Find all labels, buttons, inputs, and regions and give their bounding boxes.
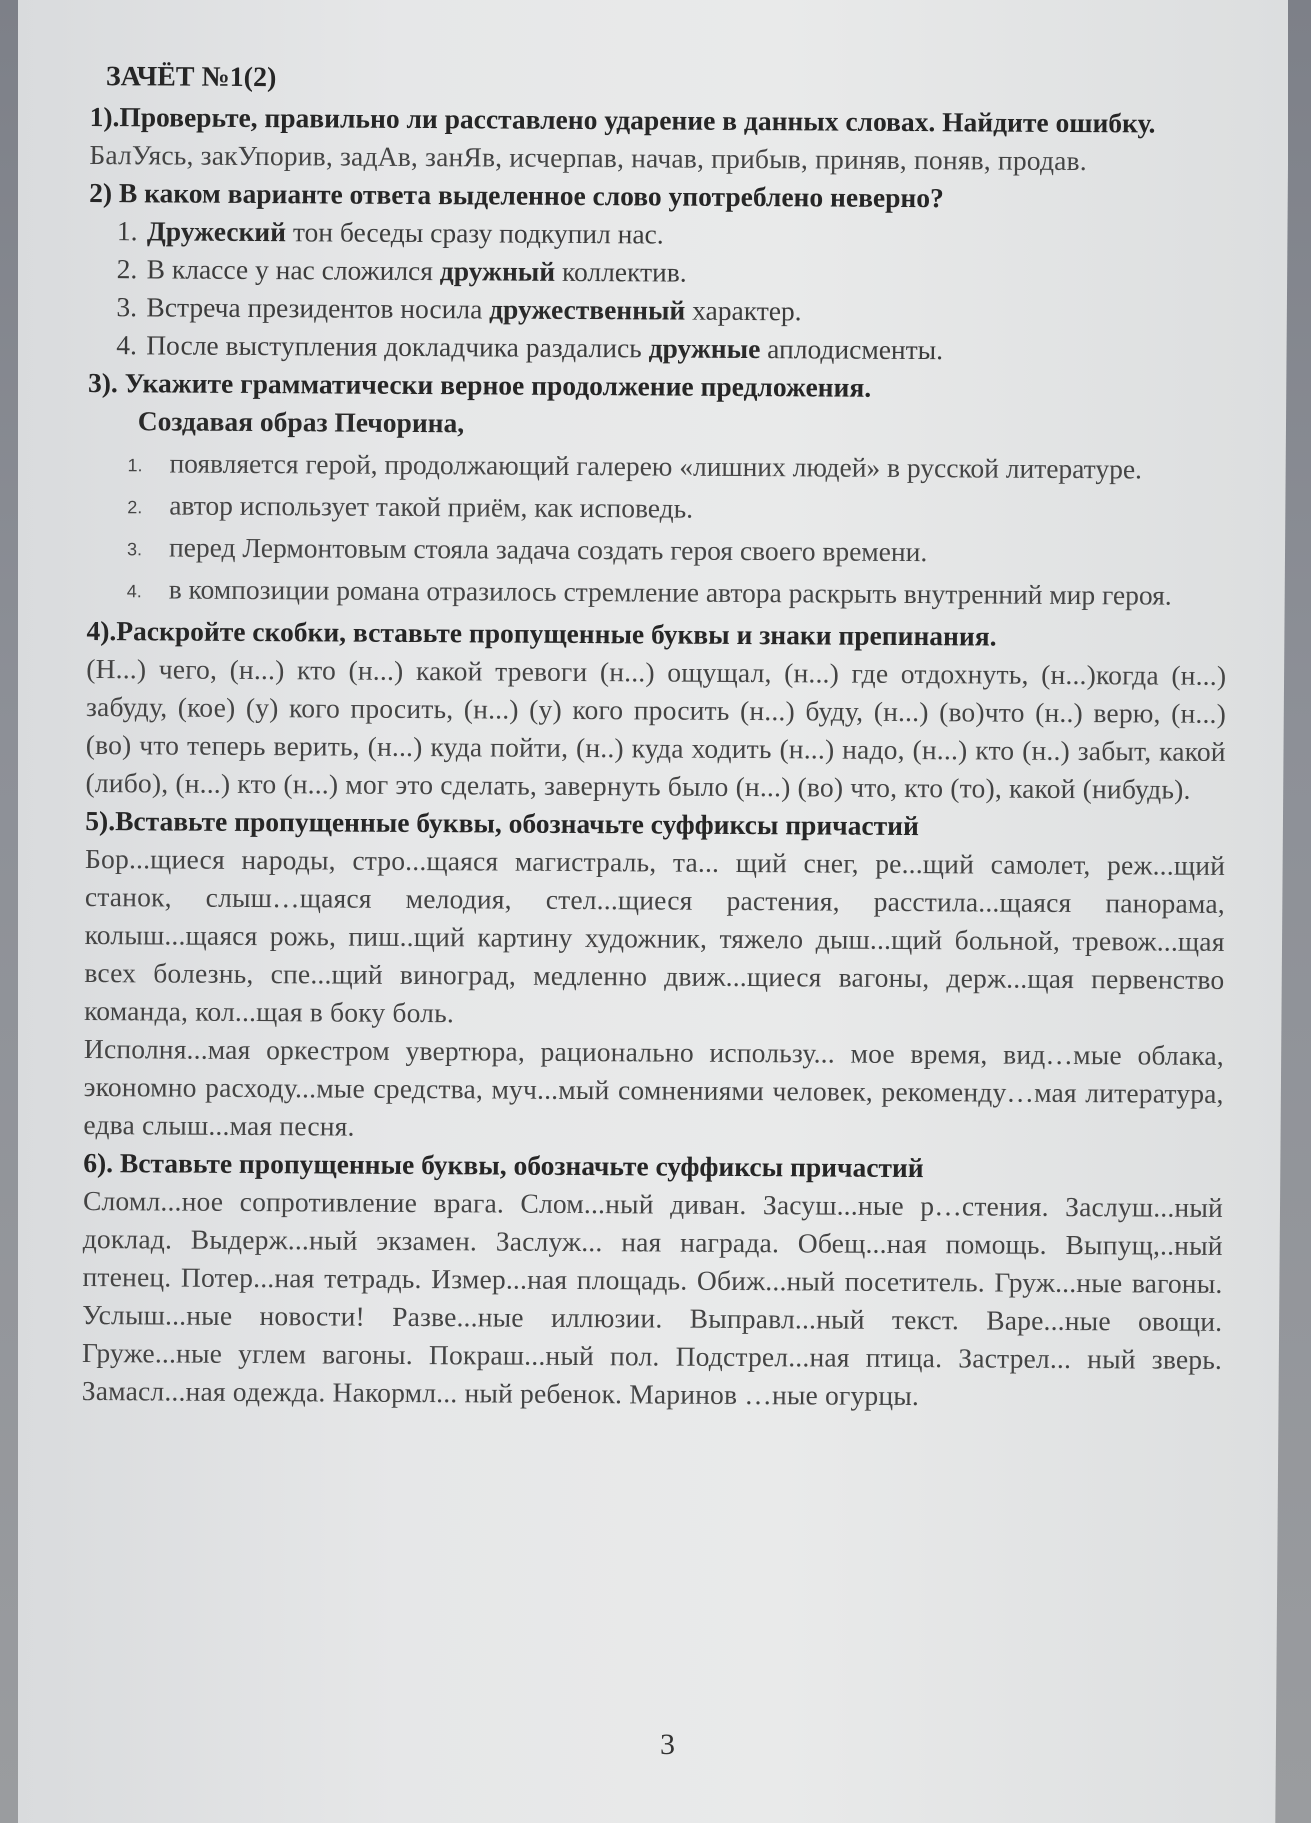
task-3-option: [127, 570, 1227, 617]
task-2: [88, 174, 1229, 371]
task-3: [87, 364, 1228, 617]
option-highlighted-word: дружные: [648, 332, 761, 365]
option-number: 1.: [127, 455, 143, 476]
task-6: [82, 1144, 1224, 1417]
task-4-text: (Н...) чего, (н...) кто (н...) какой тревоги (н...) ощущал, (н...) где отдохнуть, (н...)когда (н...) забуду, (кое) (у) кого просить, (н...) (у) кого просить (н...) буду, (н...) (во)что (н..) верю, (н...) (во) что теперь верить, (н...) куда пойти, (н..) куда ходить (н...) надо, (н...) кто (н..) забыт, какой (либо), (н...) кто (н...) мог это сделать, завернуть было (н...) (во) что, кто (то), какой (нибудь).: [85, 652, 1227, 805]
option-text: в композиции романа отразилось стремление автора раскрыть внутренний мир героя.: [168, 573, 1172, 611]
option-text-before: В классе у нас сложился: [146, 253, 440, 287]
option-number: 3.: [126, 539, 143, 560]
task-3-heading: 3). Укажите грамматически верное продолжение предложения.: [87, 366, 872, 403]
page-title: ЗАЧЁТ №1(2): [105, 61, 277, 94]
option-number: 2.: [127, 497, 143, 518]
task-4: [85, 612, 1226, 809]
option-number: 4.: [116, 329, 137, 361]
option-text-before: Встреча президентов носила: [146, 291, 490, 325]
option-number: 2.: [116, 253, 138, 285]
worksheet-content: [82, 58, 1230, 1417]
option-text: перед Лермонтовым стояла задача создать героя своего времени.: [168, 531, 928, 568]
option-number: 1.: [116, 215, 138, 247]
task-5-paragraph-1: Бор...щиеся народы, стро...щаяся магистраль, та... щий снег, ре...щий самолет, реж...щий станок, слыш…щаяся мелодия, стел...щиеся растения, расстила...щаяся панорама, колыш...щаяся рожь, пиш..щий картину художник, тяжело дыш...щий больной, тревож...щая всех болезнь, спе...щий виноград, медленно движ...щиеся вагоны, держ...щая первенство команда, кол...щая в боку боль.: [84, 842, 1226, 1029]
task-5-paragraph-2: Исполня...мая оркестром увертюра, рационально использу... мое время, вид…мые облака, экономно расходу...мые средства, муч...мый сомнениями человек, рекоменду…мая литература, едва слыш...мая песня.: [83, 1032, 1225, 1142]
option-text: появляется герой, продолжающий галерею «лишних людей» в русской литературе.: [169, 447, 1143, 485]
task-3-option: [127, 444, 1227, 491]
option-text-after: тон беседы сразу подкупил нас.: [285, 216, 664, 250]
task-3-option: [127, 486, 1227, 533]
option-highlighted-word: Дружеский: [146, 215, 287, 248]
task-6-heading: 6). Вставьте пропущенные буквы, обозначьте суффиксы причастий: [83, 1146, 924, 1184]
task-2-heading: 2) В каком варианте ответа выделенное слово употреблено неверно?: [89, 176, 944, 214]
page-number: 3: [660, 1728, 675, 1761]
option-text-before: После выступления докладчика раздались: [146, 329, 649, 364]
option-highlighted-word: дружный: [439, 255, 556, 287]
task-4-heading: 4).Раскройте скобки, вставьте пропущенные буквы и знаки препинания.: [86, 614, 997, 652]
task-5-heading: 5).Вставьте пропущенные буквы, обозначьте суффиксы причастий: [85, 804, 919, 842]
task-1-heading: 1).Проверьте, правильно ли расставлено ударение в данных словах. Найдите ошибку.: [89, 100, 1156, 139]
task-3-stem: Создавая образ Печорина,: [137, 405, 465, 439]
option-number: 3.: [116, 291, 138, 323]
task-3-options: [87, 444, 1228, 617]
task-3-option: [127, 528, 1227, 575]
option-text-after: коллектив.: [555, 255, 687, 288]
task-1-words: БалУясь, закУпорив, задАв, занЯв, исчерпав, начав, прибыв, приняв, поняв, продав.: [89, 138, 1087, 177]
task-6-text: Сломл...ное сопротивление врага. Слом...ный диван. Засуш...ные р…стения. Заслуш...ный доклад. Выдерж...ный экзамен. Заслуж... ная награда. Обещ...ная помощь. Выпущ,..ный птенец. Потер...ная тетрадь. Измер...ная площадь. Обиж...ный посетитель. Груж...ные вагоны. Услыш...ные новости! Разве...ные иллюзии. Выправл...ный текст. Варе...ные овощи. Груже...ные углем вагоны. Покраш...ный пол. Подстрел...ная птица. Застрел... ный зверь. Замасл...ная одежда. Накормл... ный ребенок. Маринов …ные огурцы.: [81, 1184, 1224, 1412]
option-text-after: аплодисменты.: [760, 333, 944, 366]
task-1: [89, 98, 1229, 181]
option-number: 4.: [126, 581, 142, 602]
option-text-after: характер.: [685, 294, 802, 327]
option-text: автор использует такой приём, как исповедь.: [169, 489, 694, 524]
task-5: [83, 802, 1225, 1151]
task-2-options: [88, 212, 1229, 371]
option-highlighted-word: дружественный: [489, 293, 686, 326]
